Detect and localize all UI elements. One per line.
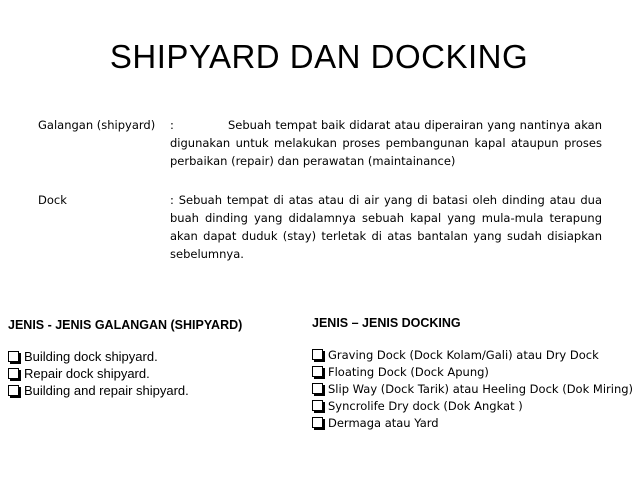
checkbox-bullet-icon: [312, 383, 323, 394]
definition-text-shipyard: [170, 116, 602, 170]
checkbox-bullet-icon: [312, 400, 323, 411]
definition-text: Sebuah tempat baik didarat atau diperairan yang nantinya akan digunakan untuk melakukan proses pembangunan kapal ataupun proses perbaikan (repair) dan perawatan (maintainance): [170, 118, 602, 168]
list-item: Dermaga atau Yard: [312, 415, 633, 432]
checkbox-bullet-icon: [8, 385, 19, 396]
shipyard-types-list: [8, 348, 189, 399]
shipyard-types-heading: JENIS - JENIS GALANGAN (SHIPYARD): [8, 318, 243, 332]
checkbox-bullet-icon: [312, 417, 323, 428]
list-item: Floating Dock (Dock Apung): [312, 364, 633, 381]
checkbox-bullet-icon: [312, 349, 323, 360]
definition-term-dock: Dock: [38, 193, 67, 207]
list-item: Slip Way (Dock Tarik) atau Heeling Dock (Dok Miring): [312, 381, 633, 398]
checkbox-bullet-icon: [312, 366, 323, 377]
definition-term-shipyard: Galangan (shipyard): [38, 118, 156, 132]
checkbox-bullet-icon: [8, 351, 19, 362]
docking-types-list: [312, 347, 633, 432]
definition-colon: :: [170, 118, 174, 132]
list-item: Graving Dock (Dock Kolam/Gali) atau Dry Dock: [312, 347, 633, 364]
checkbox-bullet-icon: [8, 368, 19, 379]
docking-types-heading: JENIS – JENIS DOCKING: [312, 316, 461, 330]
definition-text-dock: : Sebuah tempat di atas atau di air yang di batasi oleh dinding atau dua buah dinding yang didalamnya sebuah kapal yang mula-mula terapung akan dapat duduk (stay) terletak di atas bantalan yang sudah disiapkan sebelumnya.: [170, 193, 602, 261]
list-item: Syncrolife Dry dock (Dok Angkat ): [312, 398, 633, 415]
list-item: Repair dock shipyard.: [8, 365, 189, 382]
list-item: Building dock shipyard.: [8, 348, 189, 365]
page-title: SHIPYARD DAN DOCKING: [109, 38, 529, 75]
list-item: Building and repair shipyard.: [8, 382, 189, 399]
